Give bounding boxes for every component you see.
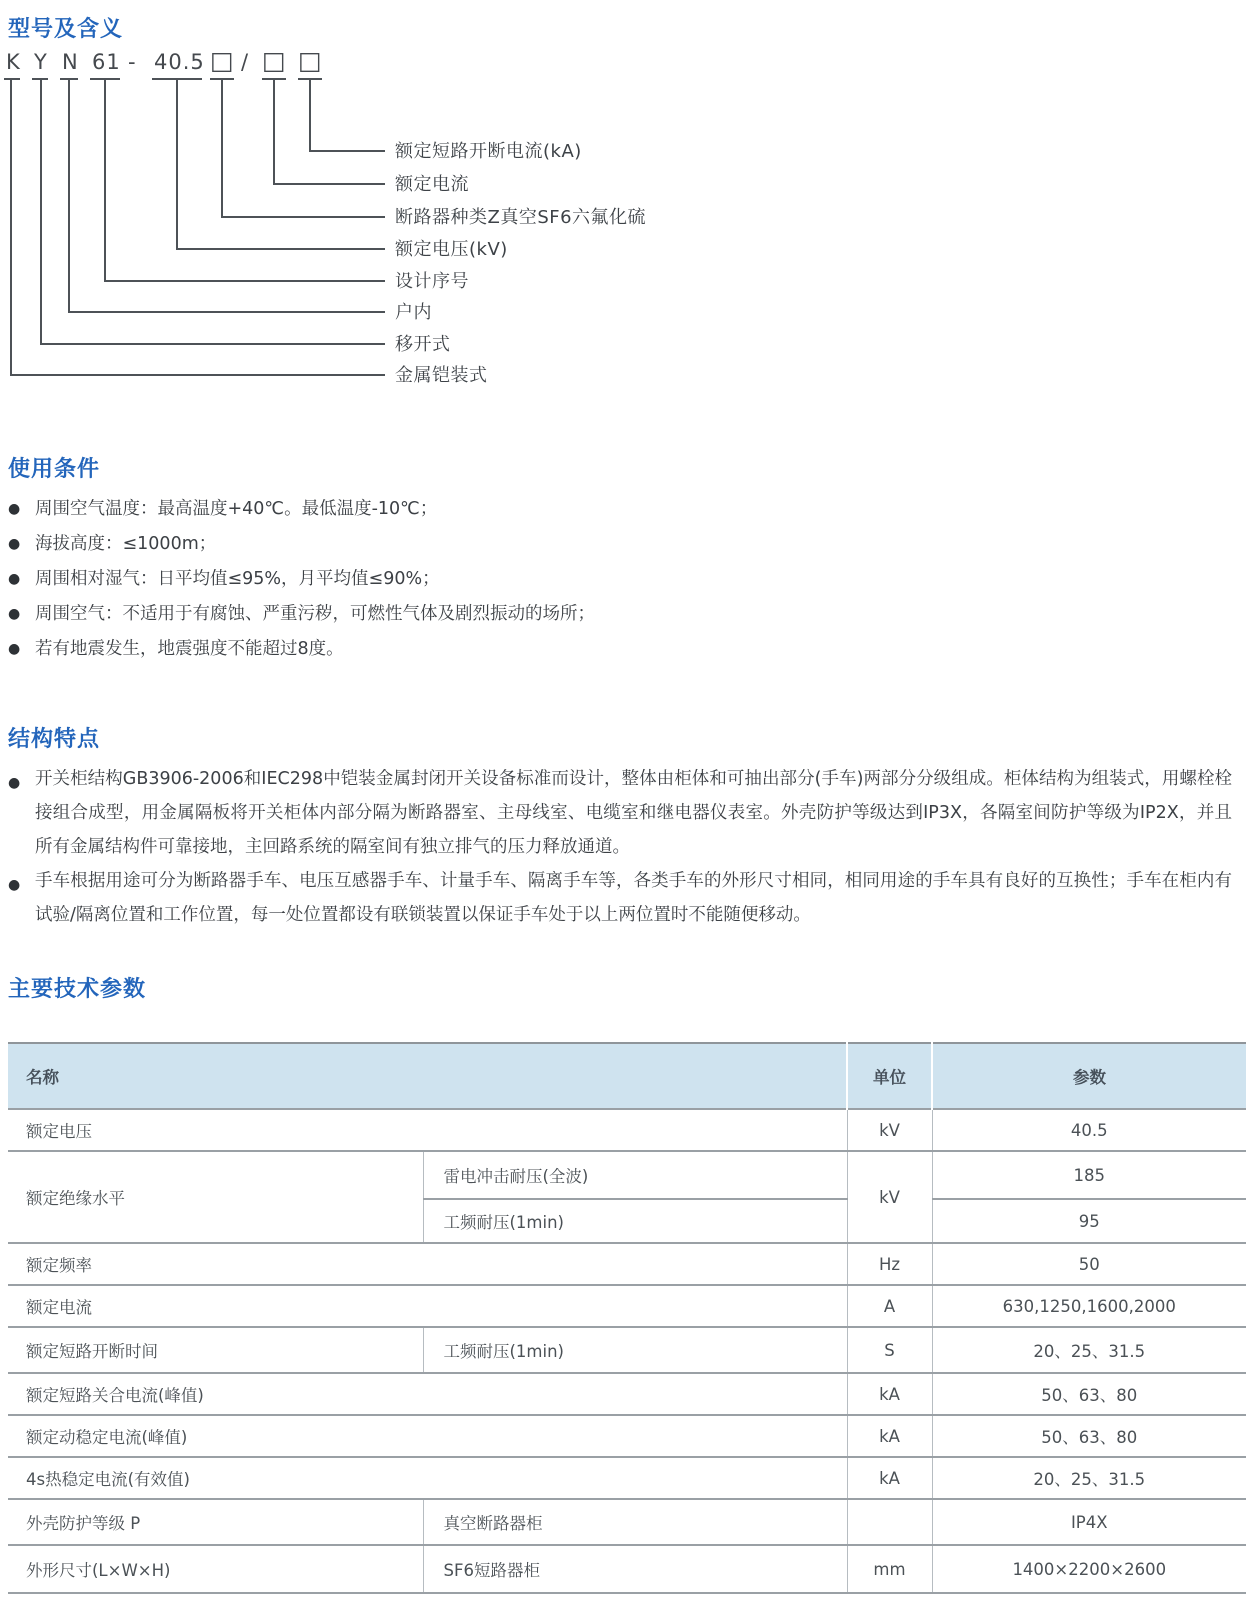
- cell-unit: S: [847, 1327, 932, 1373]
- table-row: [8, 1285, 1246, 1327]
- model-meaning-label: 移开式: [395, 334, 451, 355]
- underline: [4, 78, 20, 80]
- cell-name: 额定绝缘水平: [8, 1151, 423, 1243]
- list-item: [8, 492, 1232, 527]
- connector-line: [68, 80, 70, 311]
- connector-line: [40, 343, 385, 345]
- table-header-row: [8, 1043, 1246, 1109]
- model-char: K: [6, 50, 21, 74]
- model-meaning-label: 金属铠装式: [395, 365, 488, 386]
- cell-name: 外壳防护等级 P: [8, 1499, 423, 1545]
- list-item: [8, 597, 1232, 632]
- condition-text: 海拔高度：≤1000m；: [35, 534, 217, 554]
- connector-line: [221, 80, 223, 216]
- condition-text: 周围空气：不适用于有腐蚀、严重污秽，可燃性气体及剧烈振动的场所；: [35, 604, 595, 624]
- condition-text: 周围相对湿气：日平均值≤95%，月平均值≤90%；: [35, 569, 440, 589]
- table-row: [8, 1415, 1246, 1457]
- cell-param: 50: [932, 1243, 1246, 1285]
- bullet-icon: ●: [8, 641, 21, 657]
- connector-line: [68, 311, 385, 313]
- cell-name: 额定短路开断时间: [8, 1327, 423, 1373]
- cell-name: 额定电压: [8, 1109, 847, 1151]
- cell-name: 外形尺寸(L×W×H): [8, 1545, 423, 1593]
- model-char: N: [62, 50, 79, 74]
- cell-param: 95: [932, 1199, 1246, 1243]
- structure-text: 手车根据用途可分为断路器手车、电压互感器手车、计量手车、隔离手车等，各类手车的外形尺寸相同，相同用途的手车具有良好的互换性；手车在柜内有试验/隔离位置和工作位置，每一处位置都设有联锁装置以保证手车处于以上两位置时不能随便移动。: [35, 871, 1232, 925]
- connector-line: [104, 80, 106, 280]
- section-title-conditions: 使用条件: [8, 457, 101, 482]
- table-row: [8, 1109, 1246, 1151]
- model-meaning-label: 断路器种类Z真空SF6六氟化硫: [395, 207, 647, 228]
- connector-line: [221, 216, 385, 218]
- list-item: [8, 562, 1232, 597]
- column-header-name: 名称: [8, 1043, 847, 1109]
- column-header-unit: 单位: [847, 1043, 932, 1109]
- parameters-table: [8, 1042, 1246, 1594]
- cell-name: 4s热稳定电流(有效值): [8, 1457, 847, 1499]
- list-item: [8, 527, 1232, 562]
- connector-line: [104, 280, 385, 282]
- list-item: [8, 762, 1232, 864]
- bullet-icon: ●: [8, 501, 21, 517]
- cell-subname: 雷电冲击耐压(全波): [423, 1151, 847, 1199]
- cell-param: 50、63、80: [932, 1415, 1246, 1457]
- column-header-param: 参数: [932, 1043, 1246, 1109]
- cell-param: 20、25、31.5: [932, 1457, 1246, 1499]
- cell-param: 1400×2200×2600: [932, 1545, 1246, 1593]
- bullet-icon: ●: [8, 877, 21, 893]
- connector-line: [10, 80, 12, 374]
- cell-unit: kV: [847, 1151, 932, 1243]
- cell-name: 额定频率: [8, 1243, 847, 1285]
- connector-line: [10, 374, 385, 376]
- table-row: [8, 1457, 1246, 1499]
- table-row: [8, 1373, 1246, 1415]
- model-char: -: [128, 50, 137, 74]
- model-char: 61: [92, 50, 121, 74]
- list-item: [8, 864, 1232, 932]
- model-char: Y: [34, 50, 48, 74]
- connector-line: [273, 183, 385, 185]
- model-placeholder-box: □: [262, 46, 287, 75]
- cell-subname: 真空断路器柜: [423, 1499, 847, 1545]
- table-row: [8, 1545, 1246, 1593]
- cell-unit: kA: [847, 1415, 932, 1457]
- model-placeholder-box: □: [298, 46, 323, 75]
- model-meaning-label: 额定短路开断电流(kA): [395, 141, 582, 162]
- cell-name: 额定电流: [8, 1285, 847, 1327]
- cell-param: 40.5: [932, 1109, 1246, 1151]
- section-title-model: 型号及含义: [8, 17, 124, 42]
- cell-unit: kV: [847, 1109, 932, 1151]
- connector-line: [309, 80, 311, 150]
- model-char: 40.5: [154, 50, 205, 74]
- cell-unit: Hz: [847, 1243, 932, 1285]
- cell-param: IP4X: [932, 1499, 1246, 1545]
- model-meaning-label: 设计序号: [395, 271, 469, 292]
- cell-param: 20、25、31.5: [932, 1327, 1246, 1373]
- list-item: [8, 632, 1232, 667]
- cell-unit: [847, 1499, 932, 1545]
- conditions-list: [8, 492, 1232, 667]
- model-meaning-label: 额定电流: [395, 174, 469, 195]
- cell-param: 50、63、80: [932, 1373, 1246, 1415]
- cell-unit: mm: [847, 1545, 932, 1593]
- cell-subname: 工频耐压(1min): [423, 1327, 847, 1373]
- model-designation-diagram: [0, 46, 1254, 410]
- bullet-icon: ●: [8, 571, 21, 587]
- connector-line: [176, 248, 385, 250]
- cell-subname: SF6短路器柜: [423, 1545, 847, 1593]
- section-title-structure: 结构特点: [8, 727, 101, 752]
- cell-name: 额定动稳定电流(峰值): [8, 1415, 847, 1457]
- connector-line: [273, 80, 275, 183]
- model-meaning-label: 户内: [395, 302, 432, 323]
- bullet-icon: ●: [8, 606, 21, 622]
- cell-subname: 工频耐压(1min): [423, 1199, 847, 1243]
- bullet-icon: ●: [8, 775, 21, 791]
- table-row: [8, 1151, 1246, 1199]
- connector-line: [176, 80, 178, 248]
- cell-param: 630,1250,1600,2000: [932, 1285, 1246, 1327]
- cell-name: 额定短路关合电流(峰值): [8, 1373, 847, 1415]
- cell-unit: kA: [847, 1457, 932, 1499]
- model-char: /: [241, 50, 250, 74]
- condition-text: 若有地震发生，地震强度不能超过8度。: [35, 639, 344, 659]
- cell-unit: A: [847, 1285, 932, 1327]
- connector-line: [40, 80, 42, 343]
- cell-param: 185: [932, 1151, 1246, 1199]
- section-title-parameters: 主要技术参数: [8, 977, 147, 1002]
- model-placeholder-box: □: [210, 46, 235, 75]
- table-row: [8, 1499, 1246, 1545]
- structure-list: [8, 762, 1232, 932]
- table-row: [8, 1243, 1246, 1285]
- cell-unit: kA: [847, 1373, 932, 1415]
- condition-text: 周围空气温度：最高温度+40℃。最低温度-10℃；: [35, 499, 438, 519]
- bullet-icon: ●: [8, 536, 21, 552]
- table-row: [8, 1327, 1246, 1373]
- connector-line: [309, 150, 385, 152]
- structure-text: 开关柜结构GB3906-2006和IEC298中铠装金属封闭开关设备标准而设计，整体由柜体和可抽出部分(手车)两部分分级组成。柜体结构为组装式，用螺栓栓接组合成型，用金属隔板将开关柜体内部分隔为断路器室、主母线室、电缆室和继电器仪表室。外壳防护等级达到IP3X，各隔室间防护等级为IP2X，并且所有金属结构件可靠接地，主回路系统的隔室间有独立排气的压力释放通道。: [35, 769, 1232, 857]
- model-meaning-label: 额定电压(kV): [395, 239, 508, 260]
